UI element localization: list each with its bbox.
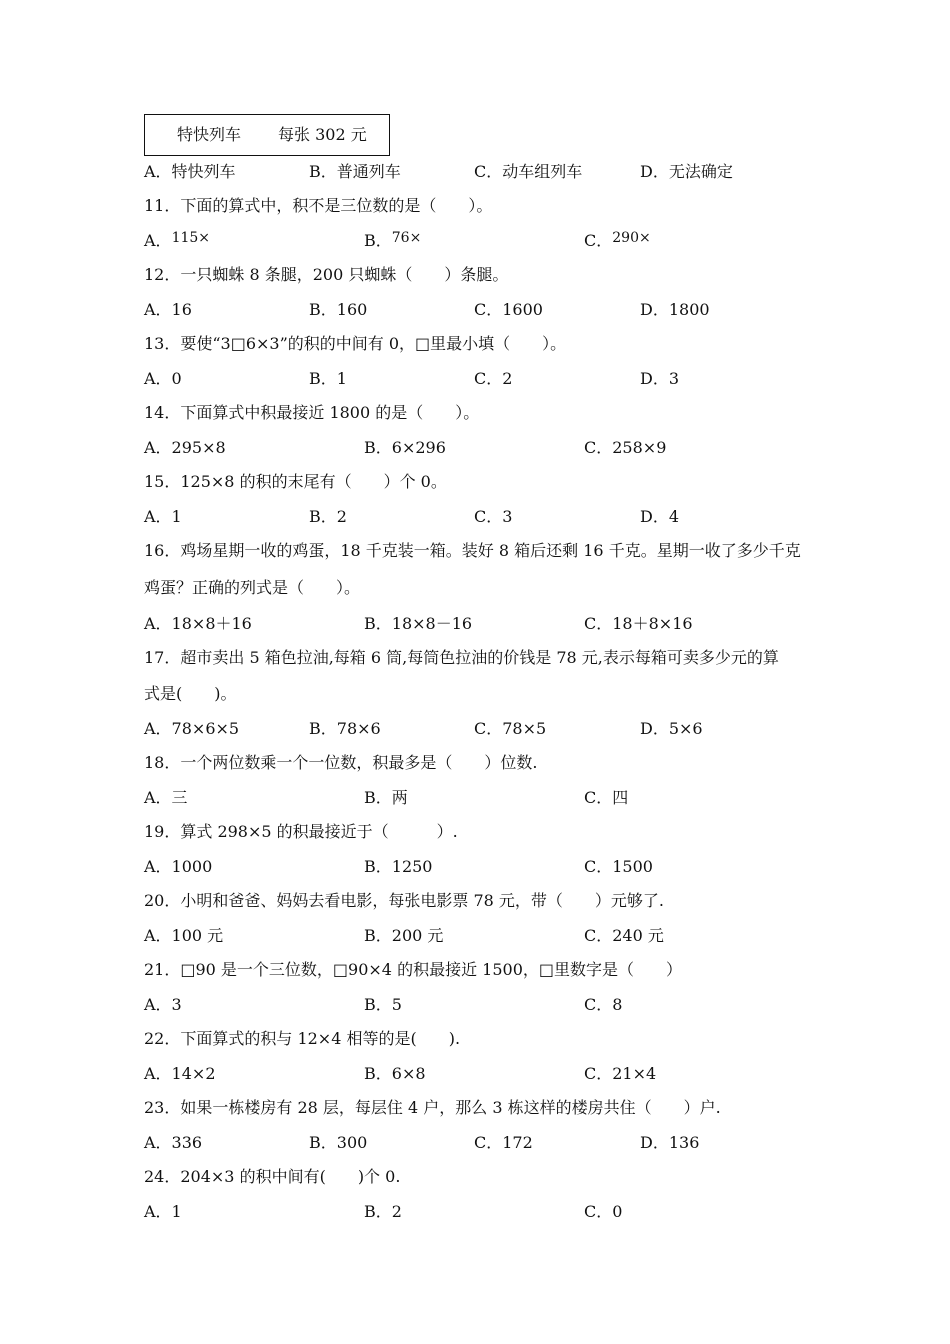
q14-option-b: B．6×296 <box>364 438 446 457</box>
q11-stem: 11．下面的算式中，积不是三位数的是（ ）。 <box>144 196 493 215</box>
q21-option-b: B．5 <box>364 995 402 1014</box>
q13-option-a: A．0 <box>144 369 182 388</box>
q19-option-b: B．1250 <box>364 857 433 876</box>
q20-option-b: B．200 元 <box>364 926 444 945</box>
q23-stem: 23．如果一栋楼房有 28 层，每层住 4 户，那么 3 栋这样的楼房共住（ ）户. <box>144 1098 721 1117</box>
q20-option-c: C．240 元 <box>584 926 664 945</box>
q17-option-a: A．78×6×5 <box>144 719 240 738</box>
q10-option-a: A．特快列车 <box>144 162 236 181</box>
q23-option-b: B．300 <box>309 1133 368 1152</box>
q10-option-d: D．无法确定 <box>640 162 733 181</box>
q18-option-c: C．四 <box>584 788 629 807</box>
q20-stem: 20．小明和爸爸、妈妈去看电影，每张电影票 78 元，带（ ）元够了. <box>144 891 664 910</box>
q23-option-d: D．136 <box>640 1133 700 1152</box>
q11-option-c-label: C． <box>584 231 613 250</box>
q18-option-b: B．两 <box>364 788 408 807</box>
q24-option-a: A．1 <box>144 1202 182 1221</box>
q11-option-c-expr: 290× <box>612 230 651 246</box>
q17-option-b: B．78×6 <box>309 719 381 738</box>
q15-option-b: B．2 <box>309 507 347 526</box>
q19-stem: 19．算式 298×5 的积最接近于（ ）. <box>144 822 458 841</box>
q14-option-a: A．295×8 <box>144 438 226 457</box>
q12-stem: 12．一只蜘蛛 8 条腿，200 只蜘蛛（ ）条腿。 <box>144 265 509 284</box>
q17-option-c: C．78×5 <box>474 719 547 738</box>
q16-option-c: C．18＋8×16 <box>584 614 693 633</box>
q11-option-a <box>144 231 210 252</box>
train-price: 每张 302 元 <box>278 125 367 144</box>
q13-option-b: B．1 <box>309 369 347 388</box>
q20-option-a: A．100 元 <box>144 926 224 945</box>
q13-option-d: D．3 <box>640 369 680 388</box>
train-type: 特快列车 <box>177 125 242 144</box>
q24-option-b: B．2 <box>364 1202 402 1221</box>
q11-option-c <box>584 231 651 252</box>
q17-stem-line2: 式是( )。 <box>144 684 237 703</box>
q21-option-a: A．3 <box>144 995 182 1014</box>
q19-option-c: C．1500 <box>584 857 653 876</box>
q11-option-b-label: B． <box>364 231 392 250</box>
q17-stem-line1: 17．超市卖出 5 箱色拉油,每箱 6 筒,每筒色拉油的价钱是 78 元,表示每箱可卖多少元的算 <box>144 648 779 667</box>
q11-option-a-label: A． <box>144 231 172 250</box>
q16-option-a: A．18×8＋16 <box>144 614 252 633</box>
q15-option-c: C．3 <box>474 507 513 526</box>
q13-stem: 13．要使“3□6×3”的积的中间有 0，□里最小填（ ）。 <box>144 334 567 353</box>
q18-stem: 18．一个两位数乘一个一位数，积最多是（ ）位数. <box>144 753 538 772</box>
q11-option-b <box>364 231 421 252</box>
q12-option-d: D．1800 <box>640 300 710 319</box>
q21-stem: 21．□90 是一个三位数，□90×4 的积最接近 1500，□里数字是（ ） <box>144 960 682 979</box>
q21-option-c: C．8 <box>584 995 623 1014</box>
q22-option-a: A．14×2 <box>144 1064 216 1083</box>
q13-option-c: C．2 <box>474 369 513 388</box>
q24-stem: 24．204×3 的积中间有( )个 0. <box>144 1167 401 1186</box>
q14-option-c: C．258×9 <box>584 438 667 457</box>
q11-option-a-expr: 115× <box>171 230 211 246</box>
q22-stem: 22．下面算式的积与 12×4 相等的是( ). <box>144 1029 461 1048</box>
q22-option-c: C．21×4 <box>584 1064 657 1083</box>
q15-stem: 15．125×8 的积的末尾有（ ）个 0。 <box>144 472 447 491</box>
q10-option-c: C．动车组列车 <box>474 162 583 181</box>
train-price-box <box>144 114 390 156</box>
q17-option-d: D．5×6 <box>640 719 703 738</box>
q23-option-a: A．336 <box>144 1133 203 1152</box>
q12-option-a: A．16 <box>144 300 192 319</box>
q12-option-b: B．160 <box>309 300 368 319</box>
q10-option-b: B．普通列车 <box>309 162 401 181</box>
q14-stem: 14．下面算式中积最接近 1800 的是（ ）。 <box>144 403 480 422</box>
q19-option-a: A．1000 <box>144 857 213 876</box>
q23-option-c: C．172 <box>474 1133 533 1152</box>
q18-option-a: A．三 <box>144 788 188 807</box>
q16-stem-line1: 16．鸡场星期一收的鸡蛋，18 千克装一箱。装好 8 箱后还剩 16 千克。星期一收了多少千克 <box>144 541 801 560</box>
q22-option-b: B．6×8 <box>364 1064 426 1083</box>
q12-option-c: C．1600 <box>474 300 543 319</box>
q24-option-c: C．0 <box>584 1202 623 1221</box>
q16-option-b: B．18×8－16 <box>364 614 473 633</box>
q11-option-b-expr: 76× <box>391 230 422 246</box>
q15-option-d: D．4 <box>640 507 680 526</box>
q15-option-a: A．1 <box>144 507 182 526</box>
q16-stem-line2: 鸡蛋？正确的列式是（ ）。 <box>144 578 361 597</box>
